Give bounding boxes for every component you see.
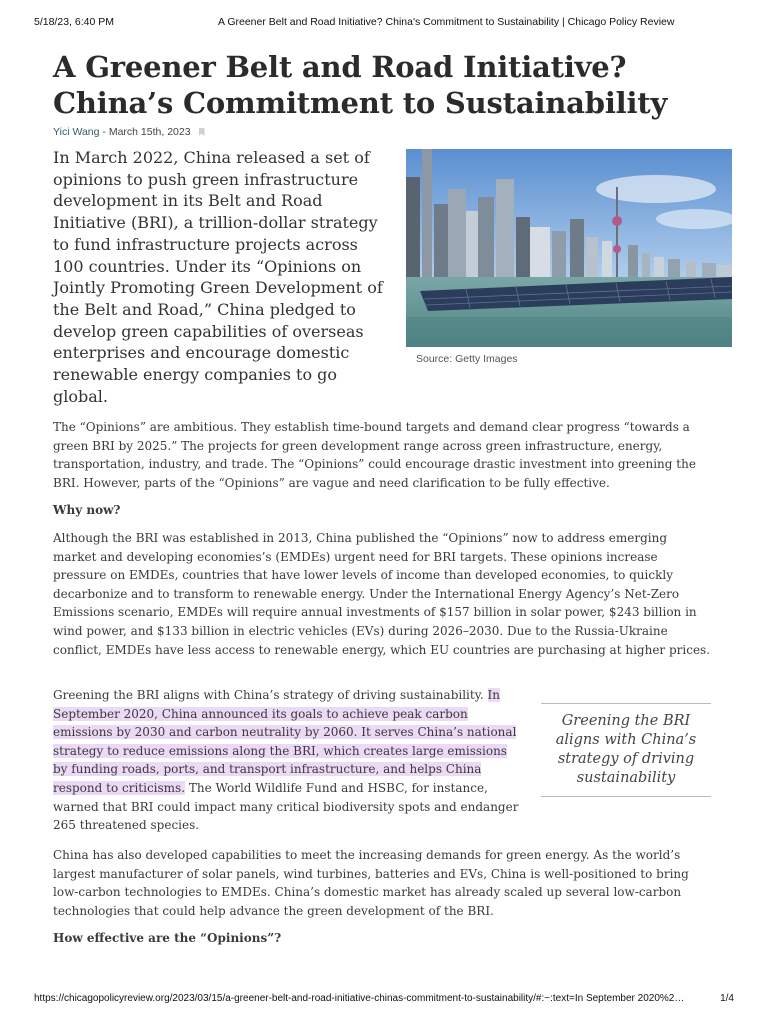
- print-footer: [34, 993, 734, 1007]
- print-header: [34, 16, 734, 30]
- paragraph-green-energy-capabilities: China has also developed capabilities to meet the increasing demands for green energy. As the world’s largest manufacturer of solar panels, wind turbines, batteries and EVs, China is well-positioned to bring low-carbon technologies to EMDEs. China’s domestic market has already scaled up several low-carbon technologies that could help advance the green development of the BRI.: [53, 848, 689, 918]
- paragraph-greening-bri: [53, 686, 521, 835]
- highlighted-text: In September 2020, China announced its goals to achieve peak carbon emissions by 2030 and carbon neutrality by 2060. It serves China’s national strategy to reduce emissions along the BRI, which creates large emissions by funding roads, ports, and transport infrastructure, and helps China respond to criticisms.: [53, 688, 517, 795]
- paragraph-why-now: Although the BRI was established in 2013, China published the “Opinions” now to address emerging market and developing economies’s (EMDEs) urgent need for BRI targets. These opinions increase pressure on EMDEs, countries that have lower levels of income than developed economies, to quickly decarbonize and to transform to renewable energy. Under the International Energy Agency’s Net-Zero Emissions scenario, EMDEs will require annual investments of $157 billion in solar power, $243 billion in wind power, and $133 billion in electric vehicles (EVs) during 2026–2030. Due to the Russia-Ukraine conflict, EMDEs have less access to renewable energy, which EU countries are purchasing at higher prices.: [53, 531, 711, 657]
- publish-date: March 15th, 2023: [108, 126, 191, 138]
- article-title: A Greener Belt and Road Initiative? China’s Commitment to Sustainability: [53, 50, 668, 120]
- subheading-why-now: Why now?: [53, 503, 121, 517]
- print-url: https://chicagopolicyreview.org/2023/03/15/a-greener-belt-and-road-initiative-chinas-commitment-to-sustainability/#:~:text=In September 2020%2…: [34, 993, 685, 1004]
- bookmark-icon[interactable]: [199, 128, 205, 136]
- article-image: [406, 149, 732, 347]
- pull-quote: [541, 703, 711, 797]
- subheading-how-effective: How effective are the “Opinions”?: [53, 931, 282, 945]
- print-page-title: A Greener Belt and Road Initiative? China's Commitment to Sustainability | Chicago Policy Review: [218, 16, 675, 28]
- author-link[interactable]: Yici Wang: [53, 126, 100, 138]
- page-number: 1/4: [720, 993, 734, 1004]
- byline-separator: -: [99, 126, 109, 138]
- lead-paragraph: In March 2022, China released a set of opinions to push green infrastructure development in its Belt and Road Initiative (BRI), a trillion-dollar strategy to fund infrastructure projects across 100 countries. Under its “Opinions on Jointly Promoting Green Development of the Belt and Road,” China pledged to develop green capabilities of overseas enterprises and encourage domestic renewable energy companies to go global.: [53, 148, 383, 406]
- image-caption: Source: Getty Images: [416, 353, 518, 365]
- paragraph-opinions-ambitious: The “Opinions” are ambitious. They establish time-bound targets and demand clear progress “towards a green BRI by 2025.” The projects for green development range across green infrastructure, energy, transportation, industry, and trade. The “Opinions” could encourage drastic investment into greening the BRI. However, parts of the “Opinions” are vague and need clarification to be fully effective.: [53, 420, 696, 490]
- byline: [53, 126, 205, 138]
- pull-quote-text: Greening the BRI aligns with China’s strategy of driving sustainability: [555, 713, 697, 786]
- print-date: 5/18/23, 6:40 PM: [34, 16, 114, 28]
- paragraph-greening-rest: The World Wildlife Fund and HSBC, for instance, warned that BRI could impact many critical biodiversity spots and endanger 265 threatened species.: [53, 780, 519, 833]
- paragraph-greening-intro: Greening the BRI aligns with China’s strategy of driving sustainability.: [53, 688, 488, 702]
